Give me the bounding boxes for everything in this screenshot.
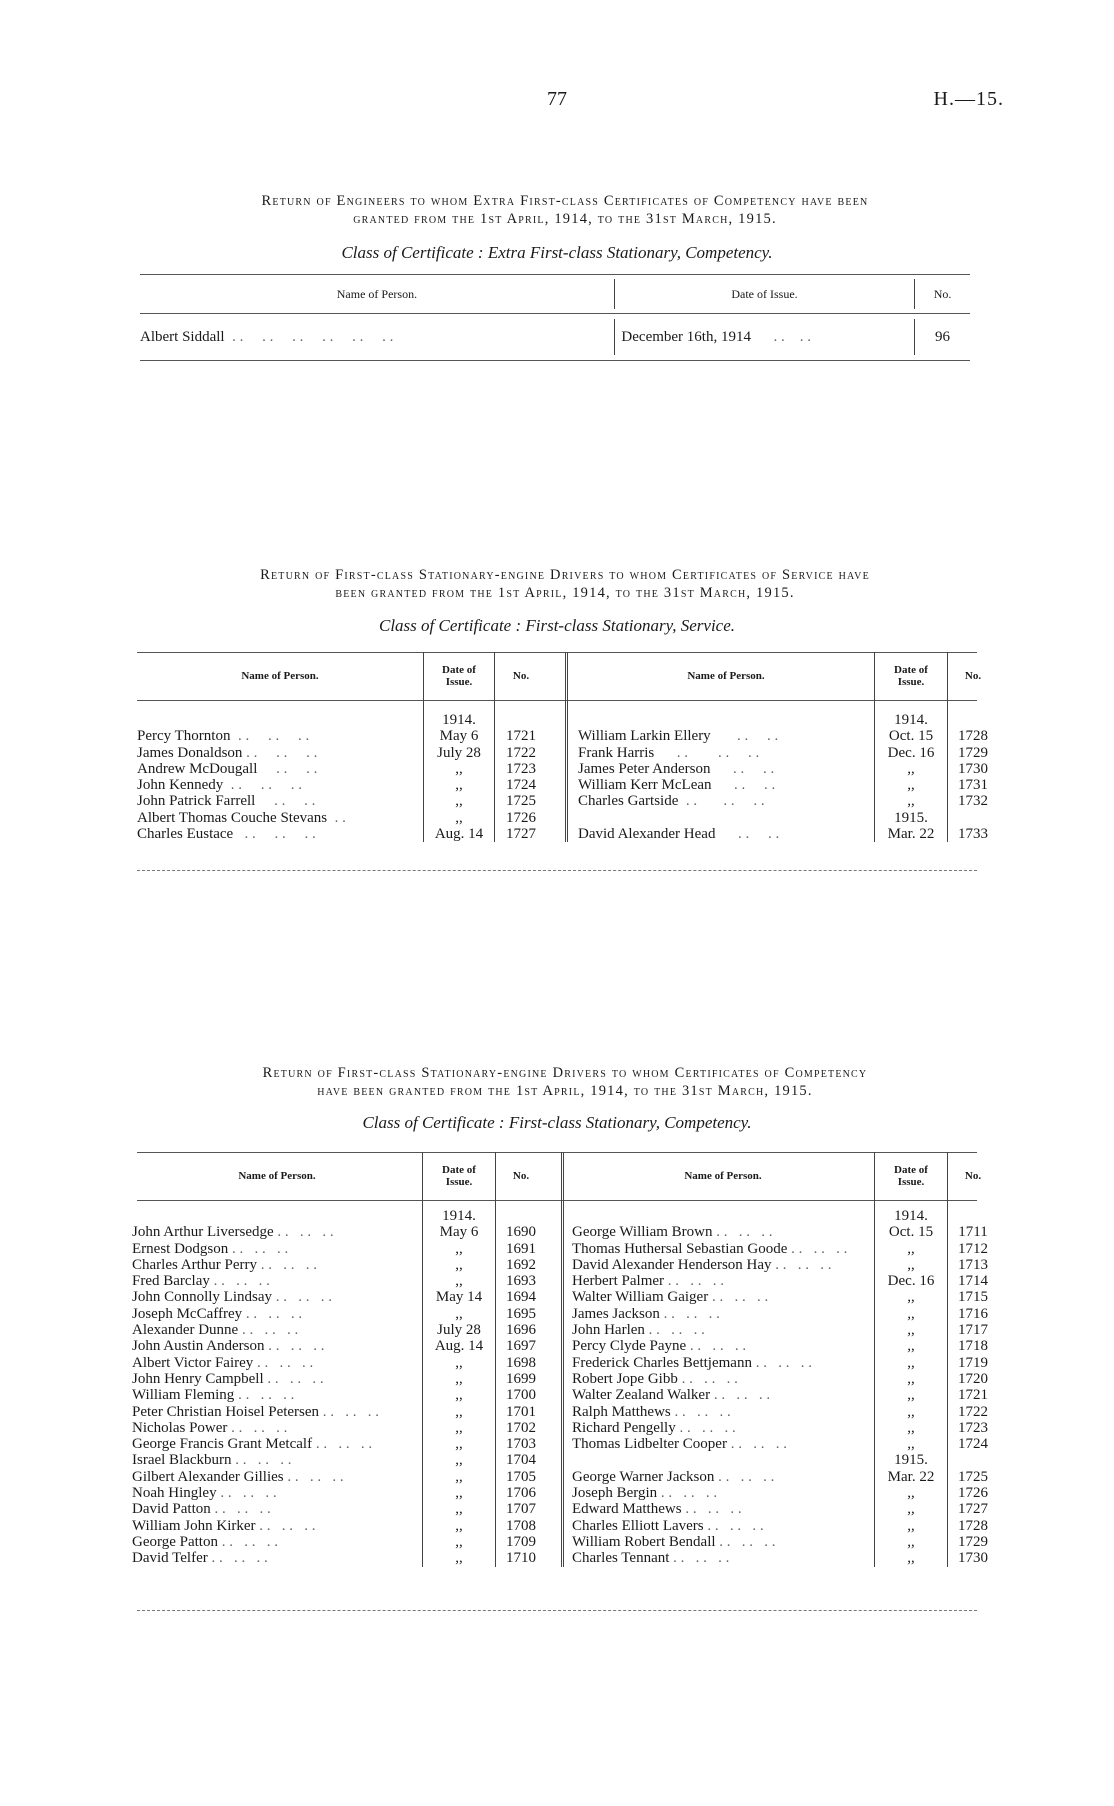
table-row: William Fleming . . . . . . ,, 1700 <box>132 1387 546 1403</box>
issue-date: ,, <box>423 1534 496 1550</box>
table-row: Ernest Dodgson . . . . . . ,, 1691 <box>132 1241 546 1257</box>
issue-date: ,, <box>875 1501 948 1517</box>
certificate-no: 1716 <box>948 1306 999 1322</box>
col-header-date: Date of Issue. <box>423 1152 496 1200</box>
table-row: Charles Elliott Lavers . . . . . . ,, 1728 <box>564 1518 998 1534</box>
certificate-no: 1693 <box>496 1273 547 1289</box>
person-name: John Kennedy <box>137 777 224 794</box>
table-row: William Robert Bendall . . . . . . ,, 1729 <box>564 1534 998 1550</box>
table-row: David Alexander Head . . . . Mar. 22 1733 <box>568 826 998 842</box>
table-rule <box>137 1610 977 1611</box>
issue-date: ,, <box>875 1387 948 1403</box>
certificate-no: 1698 <box>496 1355 547 1371</box>
table-row: Richard Pengelly . . . . . . ,, 1723 <box>564 1420 998 1436</box>
table-row: Percy Clyde Payne . . . . . . ,, 1718 <box>564 1338 998 1354</box>
person-name: John Connolly Lindsay <box>132 1289 273 1306</box>
issue-date: ,, <box>875 1404 948 1420</box>
issue-date: ,, <box>875 1371 948 1387</box>
table-row: David Patton . . . . . . ,, 1707 <box>132 1501 546 1517</box>
table-row: John Kennedy . . . . . . ,, 1724 <box>137 777 547 793</box>
person-name: Charles Arthur Perry <box>132 1256 257 1273</box>
certificate-no: 1718 <box>948 1338 999 1354</box>
certificate-no: 1712 <box>948 1241 999 1257</box>
table-row: Alexander Dunne . . . . . . July 28 1696 <box>132 1322 546 1338</box>
table-row: John Arthur Liversedge . . . . . . May 6 1690 <box>132 1224 546 1240</box>
certificate-no: 1702 <box>496 1420 547 1436</box>
person-name: Joseph McCaffrey <box>132 1305 243 1322</box>
certificate-no: 1729 <box>948 1534 999 1550</box>
certificate-no: 1714 <box>948 1273 999 1289</box>
person-name: George Francis Grant Metcalf <box>132 1436 313 1453</box>
page-number: 77 <box>547 88 567 110</box>
issue-date: ,, <box>423 1241 496 1257</box>
person-name: Richard Pengelly <box>572 1419 676 1436</box>
issue-date: ,, <box>875 1485 948 1501</box>
person-name: Percy Clyde Payne <box>572 1338 687 1355</box>
issue-date: ,, <box>875 1534 948 1550</box>
certificate-no: 1715 <box>948 1289 999 1305</box>
person-name: Robert Jope Gibb <box>572 1370 678 1387</box>
table-row: 1914. <box>568 712 998 728</box>
issue-date: 1915. <box>875 1452 948 1468</box>
person-name: Israel Blackburn <box>132 1452 232 1469</box>
section2-class: Class of Certificate : First-class Stationary, Service. <box>378 616 736 635</box>
issue-date: ,, <box>423 1273 496 1289</box>
issue-date: ,, <box>423 1371 496 1387</box>
person-name: William Kerr McLean <box>578 777 712 794</box>
section1-class: Class of Certificate : Extra First-class Stationary, Competency. <box>341 243 773 262</box>
certificate-no: 1723 <box>948 1420 999 1436</box>
person-name: William Robert Bendall <box>572 1533 716 1550</box>
table-row: William Kerr McLean . . . . ,, 1731 <box>568 777 998 793</box>
issue-date: ,, <box>423 1306 496 1322</box>
table-row: George Francis Grant Metcalf . . . . . . ,, 1703 <box>132 1436 546 1452</box>
person-name: George Patton <box>132 1533 218 1550</box>
certificate-no: 1695 <box>496 1306 547 1322</box>
certificate-no <box>496 1208 547 1224</box>
certificate-no: 1724 <box>948 1436 999 1452</box>
person-name: Gilbert Alexander Gillies <box>132 1468 284 1485</box>
issue-date: ,, <box>875 1257 948 1273</box>
issue-date: ,, <box>875 1338 948 1354</box>
table-row: Ralph Matthews . . . . . . ,, 1722 <box>564 1404 998 1420</box>
issue-date: May 6 <box>423 1224 496 1240</box>
table-row: Frank Harris . . . . . . Dec. 16 1729 <box>568 745 998 761</box>
issue-date: May 14 <box>423 1289 496 1305</box>
person-name: Charles Eustace <box>137 826 234 843</box>
person-name: Ralph Matthews <box>572 1403 671 1420</box>
table-row: Joseph McCaffrey . . . . . . ,, 1695 <box>132 1306 546 1322</box>
table-row: Joseph Bergin . . . . . . ,, 1726 <box>564 1485 998 1501</box>
table-row <box>132 1208 546 1224</box>
person-name: David Alexander Head <box>578 826 716 843</box>
certificate-no: 1720 <box>948 1371 999 1387</box>
certificate-no: 1725 <box>948 1469 999 1485</box>
person-name: John Henry Campbell <box>132 1370 264 1387</box>
col-header-name: Name of Person. <box>684 1169 762 1182</box>
certificate-no: 1696 <box>496 1322 547 1338</box>
section2-title <box>130 566 1000 602</box>
section1-title-line1: Return of Engineers to whom Extra First-class Certificates of Competency have been <box>261 193 869 209</box>
issue-date: ,, <box>423 1469 496 1485</box>
table-row: Gilbert Alexander Gillies . . . . . . ,, 1705 <box>132 1469 546 1485</box>
section3-right-table <box>561 1152 998 1567</box>
person-name: Percy Thornton <box>137 728 231 745</box>
table-row: Noah Hingley . . . . . . ,, 1706 <box>132 1485 546 1501</box>
certificate-no: 1705 <box>496 1469 547 1485</box>
certificate-no: 1728 <box>948 1518 999 1534</box>
col-header-date: Date of Issue. <box>875 652 948 700</box>
section1-table <box>140 274 970 361</box>
table-row: Walter William Gaiger . . . . . . ,, 1715 <box>564 1289 998 1305</box>
person-name: William John Kirker <box>132 1517 256 1534</box>
table-row: Fred Barclay . . . . . . ,, 1693 <box>132 1273 546 1289</box>
issue-date: ,, <box>423 1436 496 1452</box>
table-row: John Harlen . . . . . . ,, 1717 <box>564 1322 998 1338</box>
issue-date: ,, <box>423 1355 496 1371</box>
person-name: Edward Matthews <box>572 1501 682 1518</box>
table-row: Charles Gartside . . . . . . ,, 1732 <box>568 793 998 809</box>
certificate-no: 1700 <box>496 1387 547 1403</box>
table-row: Herbert Palmer . . . . . . Dec. 16 1714 <box>564 1273 998 1289</box>
certificate-no: 1722 <box>948 1404 999 1420</box>
table-row: James Peter Anderson . . . . ,, 1730 <box>568 761 998 777</box>
person-name: Charles Gartside <box>578 793 679 810</box>
section1-title <box>130 192 1000 228</box>
col-header-date: Date of Issue. <box>424 652 495 700</box>
table-row: Peter Christian Hoisel Petersen . . . . . . ,, 1701 <box>132 1404 546 1420</box>
issue-date: Aug. 14 <box>423 1338 496 1354</box>
col-header-name: Name of Person. <box>238 1169 316 1182</box>
issue-date: Dec. 16 <box>875 1273 948 1289</box>
person-name: John Patrick Farrell <box>137 793 256 810</box>
issue-date: ,, <box>875 1518 948 1534</box>
certificate-no: 1710 <box>496 1550 547 1566</box>
person-name: John Arthur Liversedge <box>132 1224 274 1241</box>
table-row: James Donaldson . . . . . . July 28 1722 <box>137 745 547 761</box>
person-name: Albert Victor Fairey <box>132 1354 254 1371</box>
issue-date: ,, <box>423 1485 496 1501</box>
person-name: James Jackson <box>572 1305 660 1322</box>
person-name: John Austin Anderson <box>132 1338 265 1355</box>
certificate-no: 1730 <box>948 1550 999 1566</box>
person-name: William Larkin Ellery <box>578 728 711 745</box>
certificate-no: 1713 <box>948 1257 999 1273</box>
table-row: George Warner Jackson . . . . . . Mar. 22 1725 <box>564 1469 998 1485</box>
person-name: James Peter Anderson <box>578 760 711 777</box>
certificate-no: 1709 <box>496 1534 547 1550</box>
issue-date: ,, <box>423 1257 496 1273</box>
table-row: 1915. <box>568 810 998 826</box>
table-row: Percy Thornton . . . . . . May 6 1721 <box>137 728 547 744</box>
table-row: Andrew McDougall . . . . ,, 1723 <box>137 761 547 777</box>
col-header-name: Name of Person. <box>687 669 765 682</box>
certificate-no: 1699 <box>496 1371 547 1387</box>
certificate-no: 1704 <box>496 1452 547 1468</box>
col-header-no: No. <box>948 652 999 700</box>
person-name: Charles Elliott Lavers <box>572 1517 704 1534</box>
table-row: William John Kirker . . . . . . ,, 1708 <box>132 1518 546 1534</box>
issue-date: December 16th, 1914 <box>621 329 751 345</box>
page-reference: H.—15. <box>933 88 1004 110</box>
col-header-no: No. <box>496 1152 547 1200</box>
person-name: Alexander Dunne <box>132 1322 239 1339</box>
table-rule <box>140 360 970 361</box>
certificate-no: 1690 <box>496 1224 547 1240</box>
col-header-date: Date of Issue. <box>614 279 914 309</box>
table-row: George William Brown . . . . . . Oct. 15 1711 <box>564 1224 998 1240</box>
issue-date: 1914. <box>875 1208 948 1224</box>
col-header-no: No. <box>948 1152 999 1200</box>
table-row: John Connolly Lindsay . . . . . . May 14 1694 <box>132 1289 546 1305</box>
issue-date: ,, <box>875 1322 948 1338</box>
person-name: Noah Hingley <box>132 1485 217 1502</box>
issue-date: ,, <box>423 1550 496 1566</box>
issue-date: July 28 <box>423 1322 496 1338</box>
section3-class: Class of Certificate : First-class Stationary, Competency. <box>362 1113 752 1132</box>
person-name: George Warner Jackson <box>572 1468 715 1485</box>
table-row: Albert Thomas Couche Stevans . . ,, 1726 <box>137 810 547 826</box>
col-header-no: No. <box>495 652 548 700</box>
table-row: Robert Jope Gibb . . . . . . ,, 1720 <box>564 1371 998 1387</box>
certificate-no: 1697 <box>496 1338 547 1354</box>
issue-date: ,, <box>423 1452 496 1468</box>
issue-date: ,, <box>423 1501 496 1517</box>
certificate-no: 1721 <box>948 1387 999 1403</box>
certificate-no: 1727 <box>948 1501 999 1517</box>
person-name: Frank Harris <box>578 744 655 761</box>
table-row: Nicholas Power . . . . . . ,, 1702 <box>132 1420 546 1436</box>
person-name: Thomas Huthersal Sebastian Goode <box>572 1240 788 1257</box>
person-name: John Harlen <box>572 1322 645 1339</box>
issue-date: ,, <box>423 1420 496 1436</box>
issue-date: ,, <box>423 1518 496 1534</box>
person-name: Thomas Lidbelter Cooper <box>572 1436 727 1453</box>
table-row: Albert Siddall . . . . . . . . . . . . December 16th, 1914 . . . . 96 <box>140 314 970 360</box>
table-row: Charles Arthur Perry . . . . . . ,, 1692 <box>132 1257 546 1273</box>
table-row: Frederick Charles Bettjemann . . . . . . ,, 1719 <box>564 1355 998 1371</box>
section3-left-table <box>132 1152 546 1567</box>
certificate-no: 96 <box>914 319 970 355</box>
col-header-date: Date of Issue. <box>875 1152 948 1200</box>
certificate-no: 1691 <box>496 1241 547 1257</box>
person-name: Peter Christian Hoisel Petersen <box>132 1403 320 1420</box>
table-row <box>564 1208 998 1224</box>
issue-date: Oct. 15 <box>875 1224 948 1240</box>
issue-date: ,, <box>875 1436 948 1452</box>
table-row: Edward Matthews . . . . . . ,, 1727 <box>564 1501 998 1517</box>
certificate-no: 1717 <box>948 1322 999 1338</box>
table-row: Albert Victor Fairey . . . . . . ,, 1698 <box>132 1355 546 1371</box>
certificate-no <box>948 1208 999 1224</box>
issue-date: ,, <box>875 1289 948 1305</box>
certificate-no: 1719 <box>948 1355 999 1371</box>
certificate-no <box>948 1452 999 1468</box>
issue-date: ,, <box>875 1306 948 1322</box>
issue-date: ,, <box>423 1404 496 1420</box>
certificate-no: 1708 <box>496 1518 547 1534</box>
person-name: Ernest Dodgson <box>132 1240 229 1257</box>
table-row: Thomas Huthersal Sebastian Goode . . . . . . ,, 1712 <box>564 1241 998 1257</box>
person-name: Albert Thomas Couche Stevans <box>137 809 328 826</box>
issue-date: ,, <box>875 1241 948 1257</box>
certificate-no: 1726 <box>948 1485 999 1501</box>
col-header-name: Name of Person. <box>336 286 418 301</box>
section2-title-line1: Return of First-class Stationary-engine Drivers to whom Certificates of Service have <box>260 567 870 583</box>
issue-date: 1914. <box>423 1208 496 1224</box>
certificate-no: 1707 <box>496 1501 547 1517</box>
col-header-no: No. <box>914 279 970 309</box>
person-name: George William Brown <box>572 1224 713 1241</box>
certificate-no: 1711 <box>948 1224 999 1240</box>
table-row: Charles Tennant . . . . . . ,, 1730 <box>564 1550 998 1566</box>
certificate-no: 1692 <box>496 1257 547 1273</box>
person-name: Albert Siddall <box>140 328 225 345</box>
col-header-name: Name of Person. <box>241 669 319 682</box>
section3-title <box>130 1064 1000 1100</box>
certificate-no: 1706 <box>496 1485 547 1501</box>
issue-date: Mar. 22 <box>875 1469 948 1485</box>
table-row: George Patton . . . . . . ,, 1709 <box>132 1534 546 1550</box>
certificate-no: 1701 <box>496 1404 547 1420</box>
section3-title-line1: Return of First-class Stationary-engine Drivers to whom Certificates of Competency <box>262 1065 868 1081</box>
person-name: Fred Barclay <box>132 1273 210 1290</box>
section2-right-table <box>565 652 998 842</box>
table-row: 1914. <box>137 712 547 728</box>
issue-date: ,, <box>875 1420 948 1436</box>
table-row <box>564 1452 998 1468</box>
table-row: Charles Eustace . . . . . . Aug. 14 1727 <box>137 826 547 842</box>
certificate-no: 1703 <box>496 1436 547 1452</box>
person-name: Frederick Charles Bettjemann <box>572 1354 752 1371</box>
issue-date: ,, <box>875 1550 948 1566</box>
person-name: David Telfer <box>132 1550 208 1567</box>
table-row: John Austin Anderson . . . . . . Aug. 14 1697 <box>132 1338 546 1354</box>
certificate-no: 1694 <box>496 1289 547 1305</box>
section1-title-line2: granted from the 1st April, 1914, to the 31st March, 1915. <box>353 211 777 227</box>
person-name: David Alexander Henderson Hay <box>572 1256 772 1273</box>
issue-date: ,, <box>423 1387 496 1403</box>
section2-left-table <box>137 652 547 842</box>
table-row: David Alexander Henderson Hay . . . . . . ,, 1713 <box>564 1257 998 1273</box>
table-row: Walter Zealand Walker . . . . . . ,, 1721 <box>564 1387 998 1403</box>
person-name: William Fleming <box>132 1387 235 1404</box>
person-name: Walter William Gaiger <box>572 1289 709 1306</box>
table-row: David Telfer . . . . . . ,, 1710 <box>132 1550 546 1566</box>
table-row: John Patrick Farrell . . . . ,, 1725 <box>137 793 547 809</box>
table-row: Thomas Lidbelter Cooper . . . . . . ,, 1724 <box>564 1436 998 1452</box>
person-name: Herbert Palmer <box>572 1273 665 1290</box>
table-row: James Jackson . . . . . . ,, 1716 <box>564 1306 998 1322</box>
section2-title-line2: been granted from the 1st April, 1914, to the 31st March, 1915. <box>335 585 795 601</box>
person-name: James Donaldson <box>137 744 243 761</box>
person-name: David Patton <box>132 1501 211 1518</box>
issue-date: ,, <box>875 1355 948 1371</box>
table-row: John Henry Campbell . . . . . . ,, 1699 <box>132 1371 546 1387</box>
table-row: William Larkin Ellery . . . . Oct. 15 1728 <box>568 728 998 744</box>
person-name: Joseph Bergin <box>572 1485 658 1502</box>
person-name: Charles Tennant <box>572 1550 670 1567</box>
table-row: Israel Blackburn . . . . . . ,, 1704 <box>132 1452 546 1468</box>
table-rule <box>137 870 977 871</box>
person-name: Nicholas Power <box>132 1419 228 1436</box>
section3-title-line2: have been granted from the 1st April, 1914, to the 31st March, 1915. <box>317 1083 813 1099</box>
person-name: Walter Zealand Walker <box>572 1387 711 1404</box>
person-name: Andrew McDougall <box>137 760 258 777</box>
